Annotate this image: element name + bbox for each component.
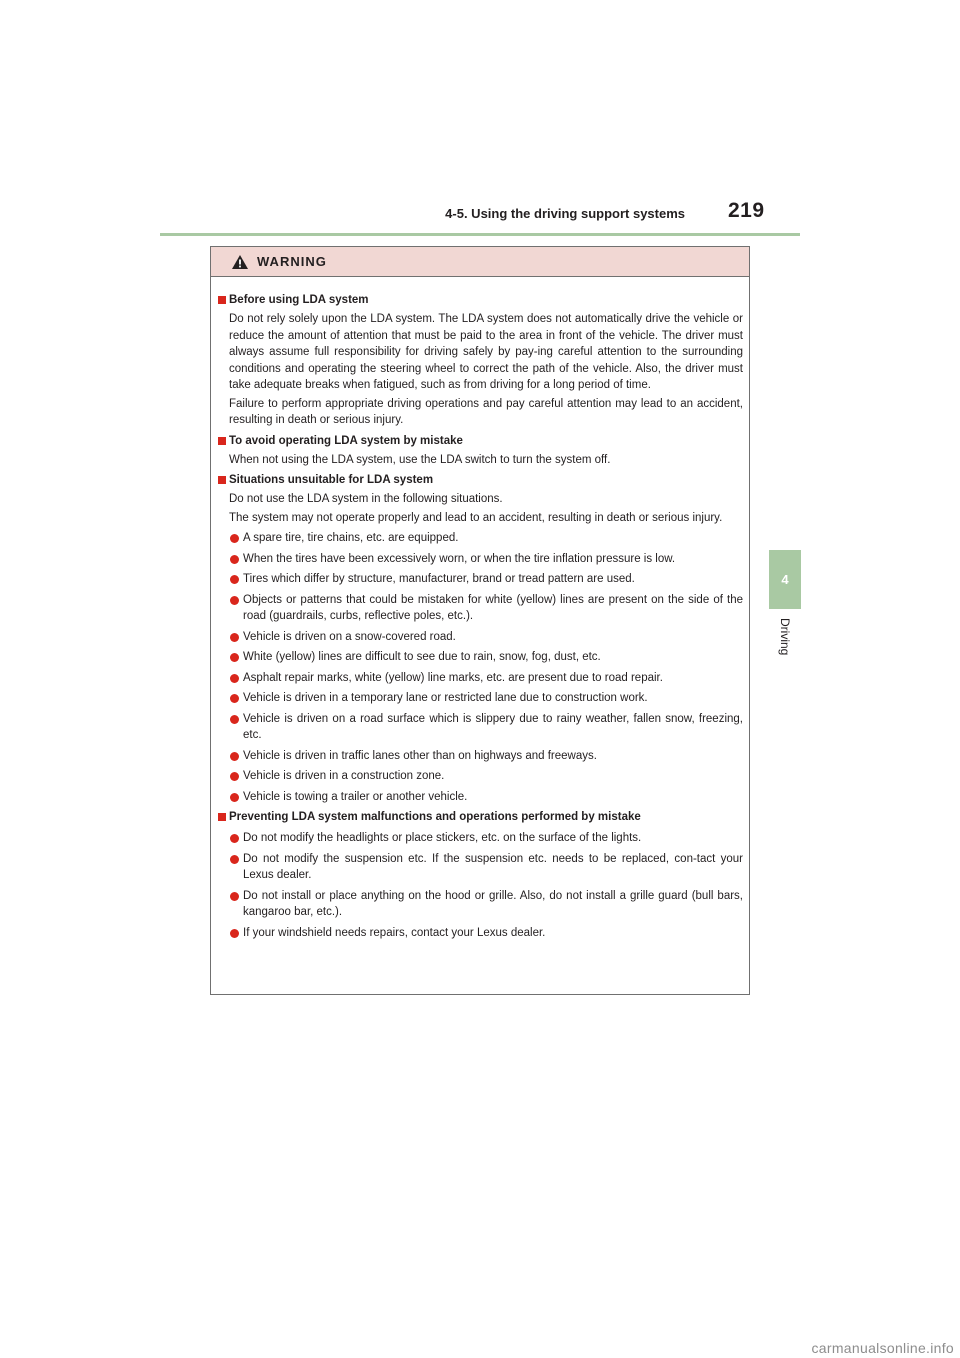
section-heading: Before using LDA system (217, 292, 743, 309)
bullet-text: Do not install or place anything on the hood or grille. Also, do not install a grille guard (bull bars, kangaroo bar, etc.). (243, 889, 743, 918)
bullet-item (217, 748, 743, 765)
section-paragraph: When not using the LDA system, use the LDA switch to turn the system off. (229, 453, 611, 466)
bullet-dot-icon (230, 834, 239, 843)
header-rule (160, 233, 800, 236)
bullet-text: Tires which differ by structure, manufacturer, brand or tread pattern are used. (243, 573, 635, 585)
bullet-item (217, 551, 743, 568)
bullet-dot-icon (230, 752, 239, 761)
bullet-text: Vehicle is driven in traffic lanes other than on highways and freeways. (243, 749, 597, 762)
bullet-text: When the tires have been excessively worn, or when the tire inflation pressure is low. (243, 552, 676, 565)
bullet-dot-icon (230, 715, 239, 724)
bullet-text: Objects or patterns that could be mistaken for white (yellow) lines are present on the side of the road (guardrails, curbs, reflective poles, etc.). (243, 593, 743, 622)
bullet-item (217, 649, 743, 666)
bullet-item (217, 592, 743, 625)
section-paragraph: The system may not operate properly and lead to an accident, resulting in death or serious injury. (229, 511, 723, 524)
bullet-item (217, 888, 743, 921)
bullet-text: Do not modify the headlights or place stickers, etc. on the surface of the lights. (243, 832, 642, 844)
bullet-item (217, 670, 743, 687)
bullet-text: Vehicle is driven on a road surface which is slippery due to rainy weather, fallen snow, freezing, etc. (243, 712, 743, 741)
section-heading: Situations unsuitable for LDA system (217, 472, 743, 489)
bullet-item (217, 925, 743, 942)
bullet-text: Asphalt repair marks, white (yellow) line marks, etc. are present due to road repair. (243, 671, 663, 684)
section-paragraph: Do not rely solely upon the LDA system. The LDA system does not automatically drive the vehicle or reduce the amount of attention that must be paid to the area in front of the vehicle. The driver must always assume full responsibility for driving safely by pay-ing careful attention to the surrounding conditions and operating the steering wheel to correct the path of the vehicle. Also, the driver must take adequate breaks when fatigued, such as from driving for a long period of time. (229, 313, 743, 391)
bullet-item (217, 768, 743, 785)
section-title: 4-5. Using the driving support systems (445, 206, 685, 221)
bullet-text: Vehicle is driven in a construction zone. (243, 770, 445, 782)
bullet-item (217, 789, 743, 806)
bullet-text: Do not modify the suspension etc. If the suspension etc. needs to be replaced, con-tact your Lexus dealer. (243, 852, 743, 881)
bullet-item (217, 830, 743, 847)
bullet-item (217, 530, 743, 547)
bullet-text: Vehicle is driven in a temporary lane or restricted lane due to construction work. (243, 692, 648, 704)
bullet-text: White (yellow) lines are difficult to see due to rain, snow, fog, dust, etc. (243, 651, 601, 663)
page-number: 219 (728, 199, 765, 222)
bullet-dot-icon (230, 534, 239, 543)
bullet-dot-icon (230, 855, 239, 864)
warning-box (210, 246, 750, 995)
bullet-dot-icon (230, 793, 239, 802)
warning-title: WARNING (257, 254, 327, 269)
warning-triangle-icon (231, 254, 249, 270)
bullet-dot-icon (230, 633, 239, 642)
bullet-dot-icon (230, 929, 239, 938)
bullet-dot-icon (230, 772, 239, 781)
warning-header (211, 247, 749, 277)
bullet-dot-icon (230, 892, 239, 901)
bullet-dot-icon (230, 575, 239, 584)
bullet-text: Vehicle is driven on a snow-covered road. (243, 630, 456, 643)
bullet-item (217, 851, 743, 884)
bullet-text: A spare tire, tire chains, etc. are equipped. (243, 532, 459, 544)
bullet-item (217, 690, 743, 707)
section-paragraph: Do not use the LDA system in the following situations. (229, 493, 503, 505)
bullet-item (217, 711, 743, 744)
chapter-tab-label: Driving (778, 618, 792, 656)
bullet-dot-icon (230, 596, 239, 605)
section-paragraph: Failure to perform appropriate driving operations and pay careful attention may lead to an accident, resulting in death or serious injury. (229, 397, 743, 426)
watermark: carmanualsonline.info (811, 1340, 954, 1356)
section-heading: Preventing LDA system malfunctions and operations performed by mistake (217, 809, 743, 826)
bullet-item (217, 629, 743, 646)
chapter-tab[interactable]: 4 (769, 550, 801, 609)
bullet-dot-icon (230, 694, 239, 703)
bullet-dot-icon (230, 555, 239, 564)
warning-body (211, 277, 749, 941)
bullet-dot-icon (230, 653, 239, 662)
section-heading: To avoid operating LDA system by mistake (217, 433, 743, 450)
bullet-text: If your windshield needs repairs, contact your Lexus dealer. (243, 926, 546, 939)
bullet-dot-icon (230, 674, 239, 683)
bullet-text: Vehicle is towing a trailer or another vehicle. (243, 790, 468, 803)
bullet-item (217, 571, 743, 588)
